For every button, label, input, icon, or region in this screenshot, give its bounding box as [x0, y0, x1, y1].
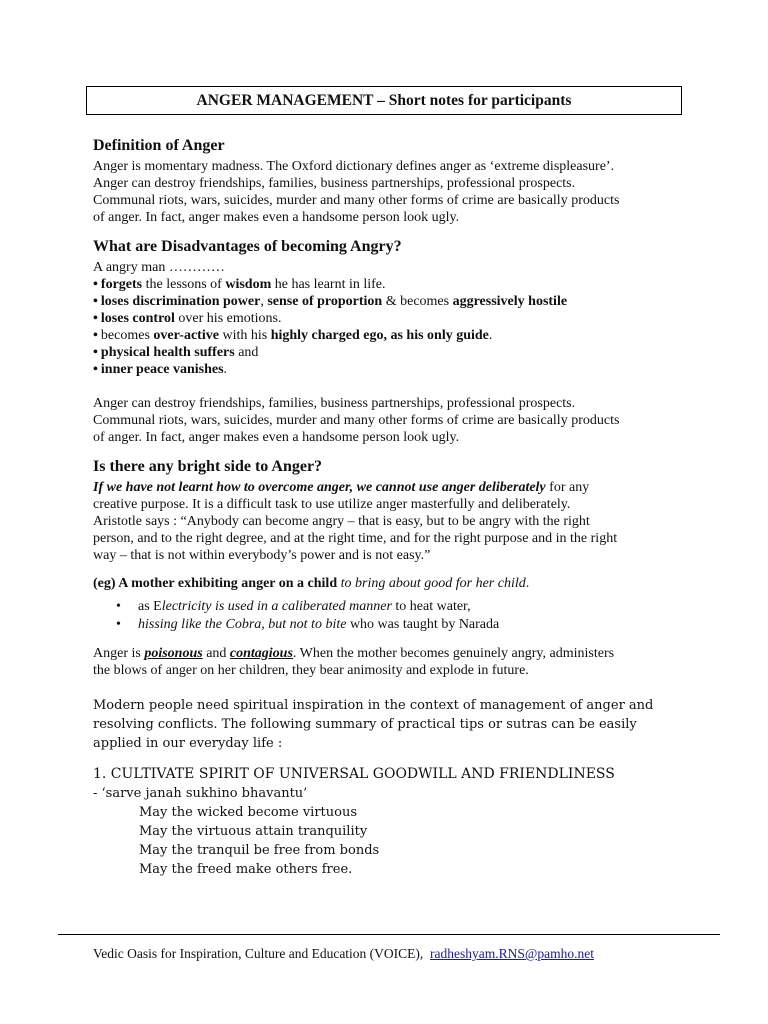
verse-line: May the virtuous attain tranquility: [139, 824, 368, 839]
definition-line: Communal riots, wars, suicides, murder and many other forms of crime are basically products: [93, 193, 620, 208]
document-body: [93, 136, 693, 879]
bullet-item: • becomes over-active with his highly charged ego, as his only guide.: [93, 328, 493, 343]
verse-line: May the tranquil be free from bonds: [139, 843, 380, 858]
definition-line: Anger can destroy friendships, families, business partnerships, professional prospects.: [93, 176, 576, 191]
aristotle-quote: person, and to the right degree, and at the right time, and for the right purpose and in the right: [93, 531, 618, 546]
bullet-item: • forgets the lessons of wisdom he has learnt in life.: [93, 277, 386, 292]
bright-side-line: If we have not learnt how to overcome anger, we cannot use anger deliberately for any: [93, 480, 590, 495]
definition-line: of anger. In fact, anger makes even a handsome person look ugly.: [93, 210, 460, 225]
example-item: • hissing like the Cobra, but not to bite who was taught by Narada: [93, 616, 693, 634]
anger-poisonous-line: the blows of anger on her children, they bear animosity and explode in future.: [93, 663, 529, 678]
modern-people-line: Modern people need spiritual inspiration in the context of management of anger and: [93, 698, 654, 713]
aristotle-quote: Aristotle says : “Anybody can become angry – that is easy, but to be angry with the right: [93, 514, 590, 529]
bright-side-heading: Is there any bright side to Anger?: [93, 458, 323, 475]
footer-email-link[interactable]: radheshyam.RNS@pamho.net: [430, 946, 594, 961]
bullet-item: • inner peace vanishes.: [93, 362, 228, 377]
modern-people-line: applied in our everyday life :: [93, 736, 283, 751]
footer: [93, 946, 594, 962]
footer-divider: [58, 934, 720, 935]
bright-side-line: creative purpose. It is a difficult task to use utilize anger masterfully and deliberately.: [93, 497, 571, 512]
example-line: (eg) A mother exhibiting anger on a child to bring about good for her child.: [93, 576, 530, 591]
disadvantages-paragraph: Anger can destroy friendships, families, business partnerships, professional prospects.: [93, 396, 576, 411]
document-title: ANGER MANAGEMENT – Short notes for participants: [86, 86, 682, 115]
example-list: [93, 598, 693, 634]
disadvantages-intro: A angry man …………: [93, 260, 225, 275]
disadvantages-heading: What are Disadvantages of becoming Angry?: [93, 238, 402, 255]
goodwill-heading: 1. CULTIVATE SPIRIT OF UNIVERSAL GOODWILL AND FRIENDLINESS: [93, 766, 615, 782]
disadvantages-paragraph: of anger. In fact, anger makes even a handsome person look ugly.: [93, 430, 460, 445]
verse-line: May the freed make others free.: [139, 862, 353, 877]
anger-poisonous-line: Anger is poisonous and contagious. When the mother becomes genuinely angry, administers: [93, 646, 615, 661]
sanskrit-line: - ‘sarve janah sukhino bhavantu’: [93, 786, 308, 801]
bullet-item: • physical health suffers and: [93, 345, 259, 360]
definition-heading: Definition of Anger: [93, 137, 225, 154]
disadvantages-paragraph: Communal riots, wars, suicides, murder and many other forms of crime are basically products: [93, 413, 620, 428]
modern-people-line: resolving conflicts. The following summary of practical tips or sutras can be easily: [93, 717, 637, 732]
aristotle-quote: way – that is not within everybody’s power and is not easy.”: [93, 548, 431, 563]
bullet-item: • loses control over his emotions.: [93, 311, 282, 326]
definition-line: Anger is momentary madness. The Oxford dictionary defines anger as ‘extreme displeasure’.: [93, 159, 615, 174]
bullet-item: • loses discrimination power, sense of proportion & becomes aggressively hostile: [93, 294, 568, 309]
footer-text: Vedic Oasis for Inspiration, Culture and Education (VOICE),: [93, 946, 424, 961]
verse-line: May the wicked become virtuous: [139, 805, 358, 820]
example-item: • as Electricity is used in a caliberated manner to heat water,: [93, 598, 693, 616]
